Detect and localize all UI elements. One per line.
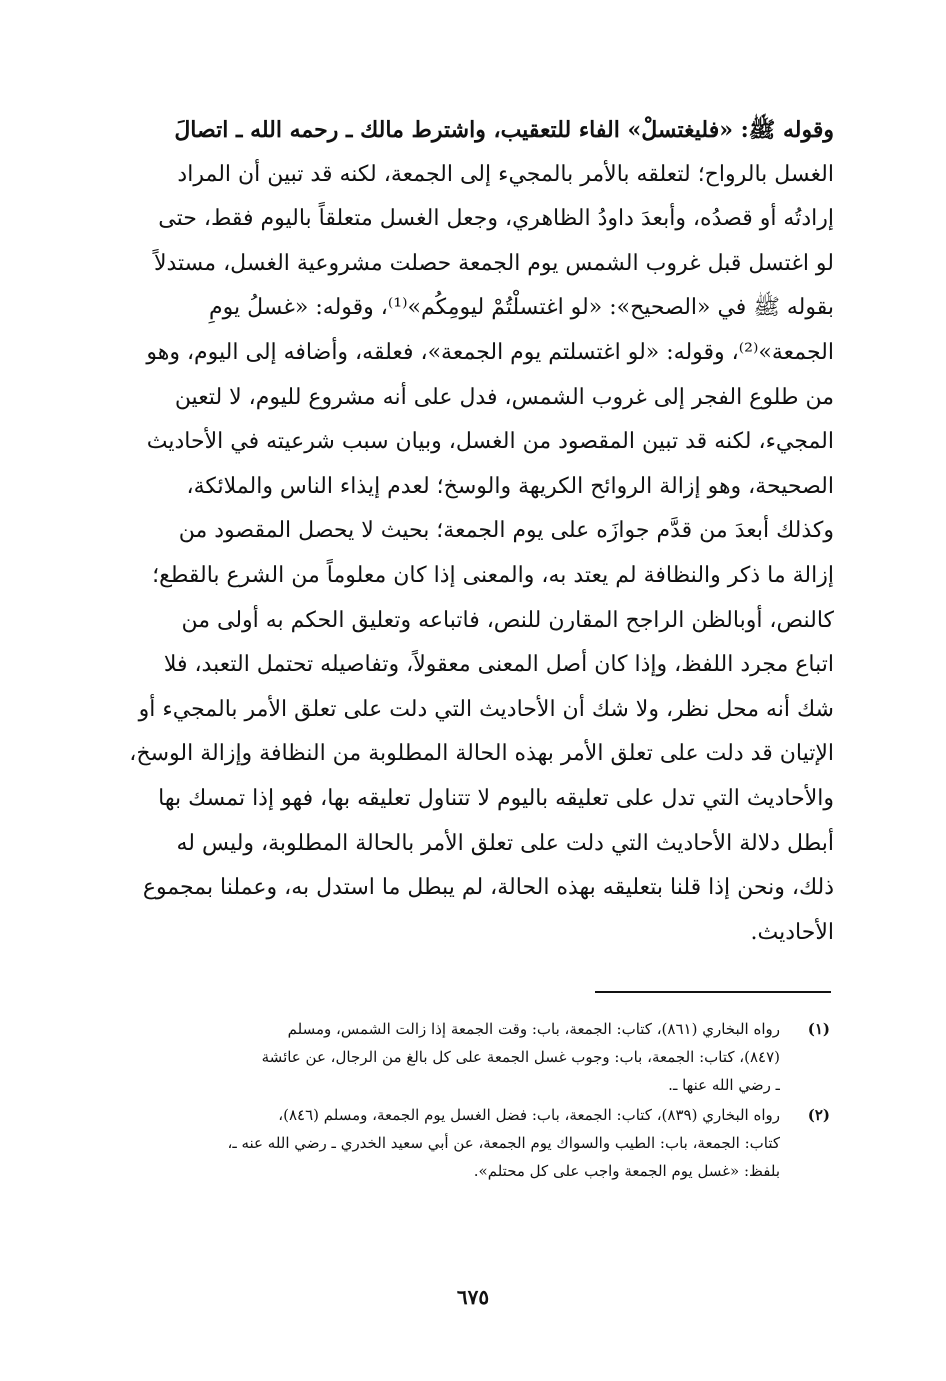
- footnote-line: بلفظ: «غسل يوم الجمعة واجب على كل محتلم».: [473, 1162, 780, 1180]
- text-line: من طلوع الفجر إلى غروب الشمس، فدل على أنه مشروع لليوم، لا لتعين: [174, 384, 834, 410]
- text-line: لو اغتسل قبل غروب الشمس يوم الجمعة حصلت مشروعية الغسل، مستدلاً: [153, 250, 834, 276]
- text-line: إزالة ما ذكر والنظافة لم يعتد به، والمعنى إذا كان معلوماً من الشرع بالقطع؛: [152, 562, 834, 588]
- footnote-line: كتاب: الجمعة، باب: الطيب والسواك يوم الجمعة، عن أبي سعيد الخدري ـ رضي الله عنه ـ،: [227, 1134, 780, 1152]
- text-line: وكذلك أبعدَ من قدَّم جوازَه على يوم الجمعة؛ بحيث لا يحصل المقصود من: [178, 518, 834, 544]
- footnote-body: [116, 1015, 780, 1099]
- text-line: أبطل دلالة الأحاديث التي دلت على تعلق الأمر بالحالة المطلوبة، وليس له: [176, 830, 834, 856]
- text-line: ذلك، ونحن إذا قلنا بتعليقه بهذه الحالة، لم يبطل ما استدل به، وعملنا بمجموع: [142, 875, 834, 901]
- footnote-separator: [595, 991, 831, 993]
- text-line: المجيء، لكنه قد تبين المقصود من الغسل، وبيان سبب شرعيته في الأحاديث: [146, 429, 834, 455]
- footnote-1: [116, 1015, 834, 1099]
- text-line: الإتيان قد دلت على تعلق الأمر بهذه الحالة المطلوبة من النظافة وإزالة الوسخ،: [129, 741, 834, 767]
- footnote-number: (١): [807, 1020, 830, 1038]
- text-line: الغسل بالرواح؛ لتعلقه بالأمر بالمجيء إلى الجمعة، لكنه قد تبين أن المراد: [177, 161, 834, 187]
- footnote-line: (٨٤٧)، كتاب: الجمعة، باب: وجوب غسل الجمعة على كل بالغ من الرجال، عن عائشة: [261, 1048, 780, 1066]
- text-line: بقوله ﷺ في «الصحيح»: «لو اغتسلْتُمْ ليومِكُم»⁽¹⁾، وقوله: «غسلُ يومِ: [209, 295, 834, 321]
- footnote-line: رواه البخاري (٨٣٩)، كتاب: الجمعة، باب: فضل الغسل يوم الجمعة، ومسلم (٨٤٦)،: [278, 1106, 780, 1124]
- text-line: كالنص، أوبالظن الراجح المقارن للنص، فاتباعه وتعليق الحكم به أولى من: [181, 607, 834, 633]
- page-number: ٦٧٥: [456, 1285, 490, 1309]
- text-line: وقوله ﷺ: «فليغتسلْ» الفاء للتعقيب، واشترط مالك ـ رحمه الله ـ اتصالَ: [174, 117, 834, 143]
- text-line: شك أنه محل نظر، ولا شك أن الأحاديث التي دلت على تعلق الأمر بالمجيء أو: [138, 696, 834, 722]
- footnote-line: ـ رضي الله عنها ـ.: [668, 1076, 780, 1094]
- main-text-block: [116, 108, 834, 955]
- text-line: الأحاديث.: [750, 919, 834, 945]
- text-line: إرادتُه أو قصدُه، وأبعدَ داودُ الظاهري، وجعل الغسل متعلقاً باليوم فقط، حتى: [158, 206, 834, 232]
- text-line: الجمعة»⁽²⁾، وقوله: «لو اغتسلتم يوم الجمعة»، فعلقه، وأضافه إلى اليوم، وهو: [146, 339, 834, 365]
- footnote-2: [116, 1101, 834, 1185]
- footnotes-section: [116, 1015, 834, 1187]
- text-line: اتباع مجرد اللفظ، وإذا كان أصل المعنى معقولاً، وتفاصيله تحتمل التعبد، فلا: [163, 652, 834, 678]
- footnote-line: رواه البخاري (٨٦١)، كتاب: الجمعة، باب: وقت الجمعة إذا زالت الشمس، ومسلم: [287, 1020, 780, 1038]
- text-line: والأحاديث التي تدل على تعليقه باليوم لا تتناول تعليقه بها، فهو إذا تمسك بها: [158, 785, 834, 811]
- footnote-number: (٢): [807, 1106, 830, 1124]
- text-line: الصحيحة، وهو إزالة الروائح الكريهة والوسخ؛ لعدم إيذاء الناس والملائكة،: [186, 473, 834, 499]
- footnote-body: [116, 1101, 780, 1185]
